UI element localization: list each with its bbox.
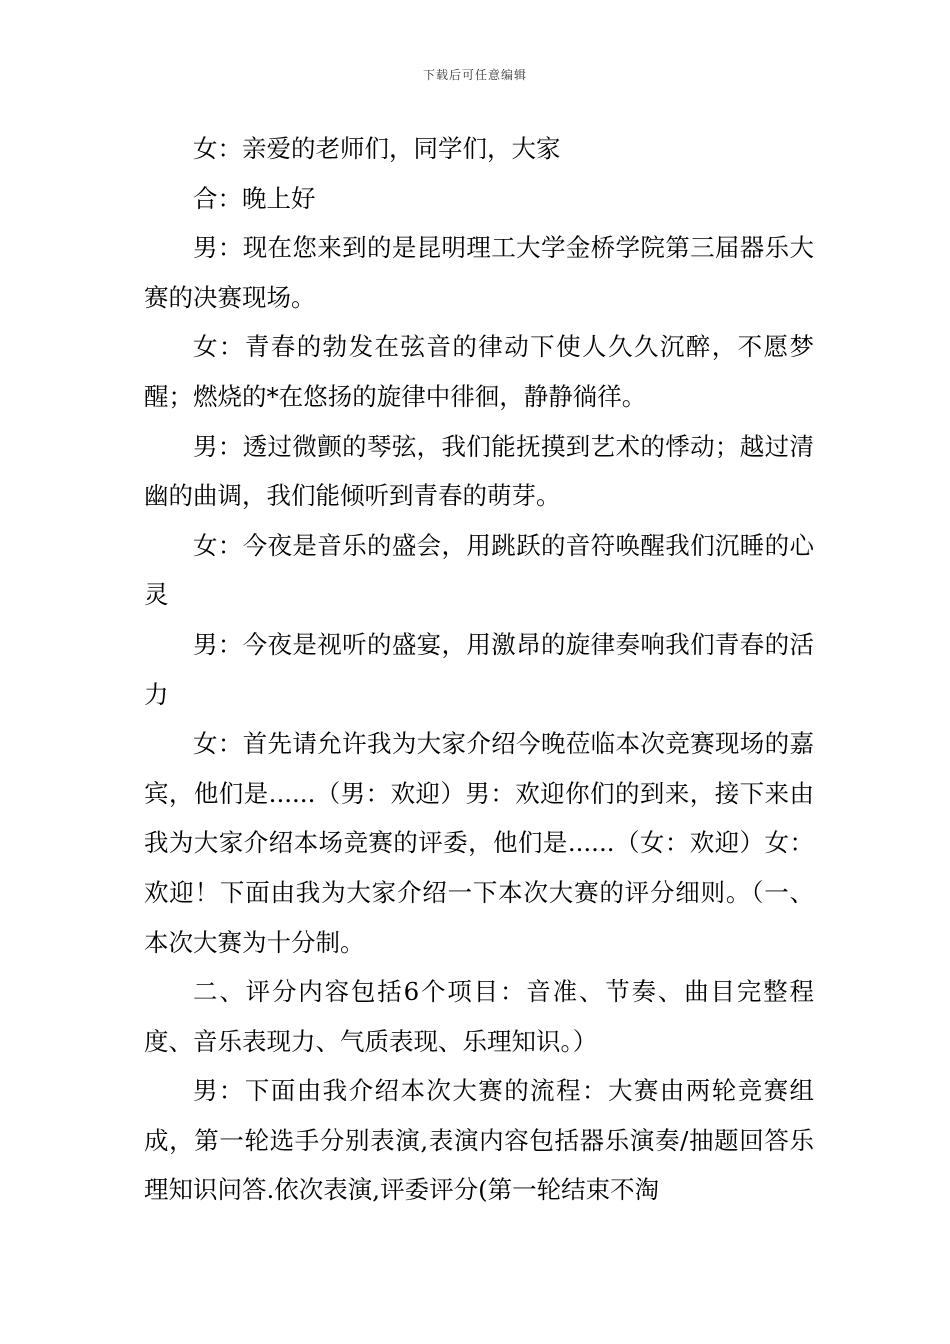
document-body	[144, 124, 814, 1215]
paragraph-greeting-female: 女：亲爱的老师们，同学们，大家	[193, 134, 561, 163]
paragraph-venue-intro: 男：现在您来到的是昆明理工大学金桥学院第三届器乐大赛的决赛现场。	[144, 233, 814, 312]
paragraph-guests-judges: 女：首先请允许我为大家介绍今晚莅临本次竞赛现场的嘉宾，他们是......（男：欢迎）男：欢迎你们的到来，接下来由我为大家介绍本场竞赛的评委，他们是......（女：欢迎）女：欢迎！下面由我为大家介绍一下本次大赛的评分细则。（一、本次大赛为十分制。	[144, 729, 814, 957]
paragraph-contest-flow: 男：下面由我介绍本次大赛的流程：大赛由两轮竞赛组成，第一轮选手分别表演,表演内容包括器乐演奏/抽题回答乐理知识问答.依次表演,评委评分(第一轮结束不淘	[144, 1076, 814, 1205]
paragraph-youth-strings: 女：青春的勃发在弦音的律动下使人久久沉醉，不愿梦醒；燃烧的*在悠扬的旋律中徘徊，静静徜徉。	[144, 332, 814, 411]
paragraph-music-feast: 女：今夜是音乐的盛会，用跳跃的音符唤醒我们沉睡的心灵	[144, 530, 814, 610]
paragraph-art-tremor: 男：透过微颤的琴弦，我们能抚摸到艺术的悸动；越过清幽的曲调，我们能倾听到青春的萌芽。	[144, 431, 814, 511]
paragraph-audiovisual-feast: 男：今夜是视听的盛宴，用激昂的旋律奏响我们青春的活力	[144, 629, 814, 709]
paragraph-scoring-items: 二、评分内容包括6个项目：音准、节奏、曲目完整程度、音乐表现力、气质表现、乐理知识。）	[144, 977, 814, 1056]
page-header: 下载后可任意编辑	[422, 68, 527, 82]
paragraph-greeting-together: 合：晚上好	[193, 183, 316, 213]
